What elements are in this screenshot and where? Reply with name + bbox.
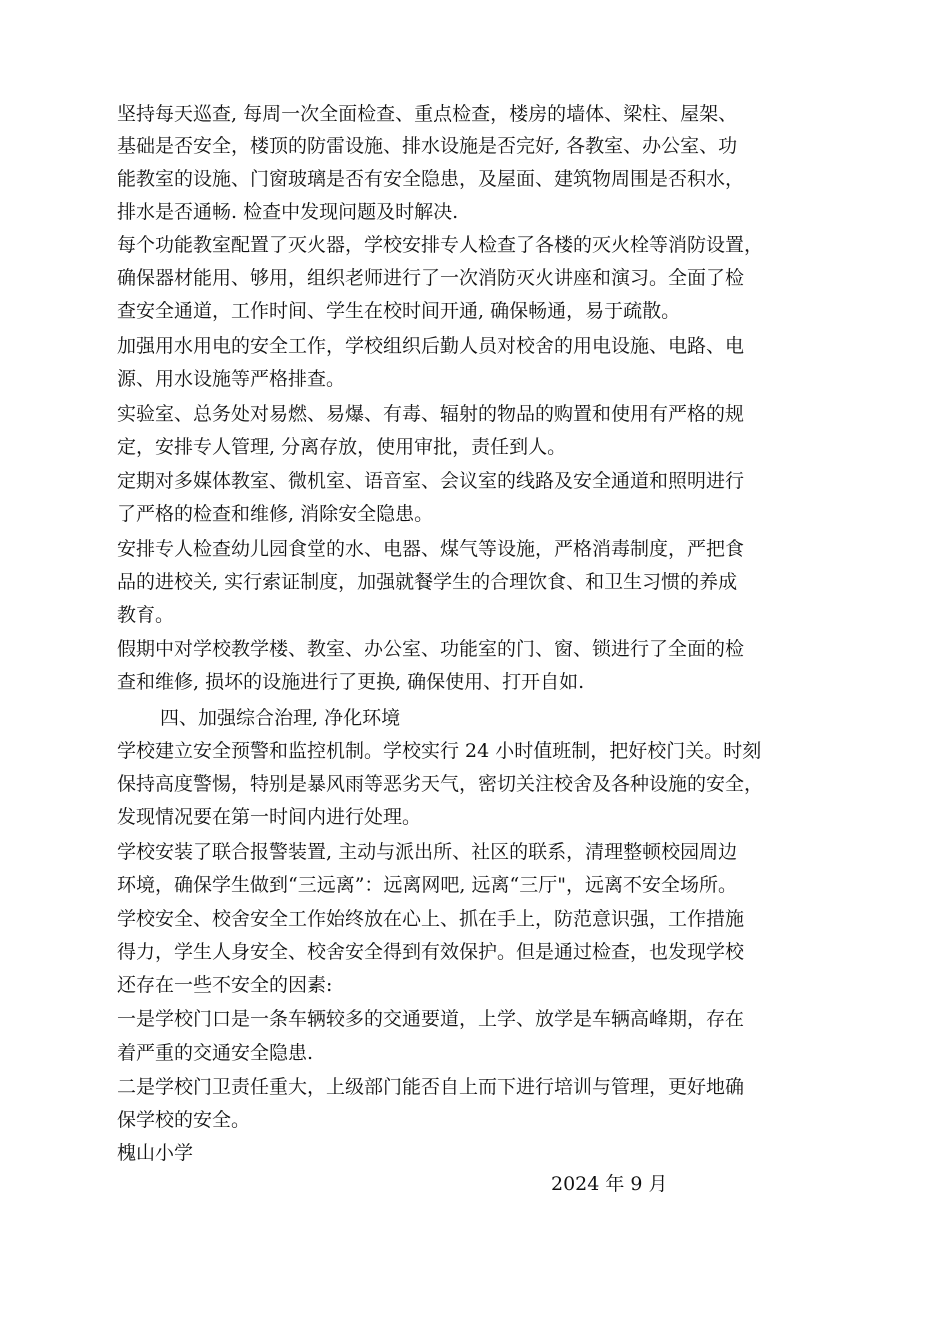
text-line: 基础是否安全，楼顶的防雷设施、排水设施是否完好, 各教室、办公室、功 <box>117 135 738 157</box>
text-line: 教育。 <box>117 604 175 626</box>
text-line: 二是学校门卫责任重大，上级部门能否自上而下进行培训与管理，更好地确 <box>117 1076 745 1098</box>
text-line: 着严重的交通安全隐患. <box>117 1042 314 1064</box>
text-line: 假期中对学校教学楼、教室、办公室、功能室的门、窗、锁进行了全面的检 <box>117 638 745 660</box>
text-line: 实验室、总务处对易燃、易爆、有毒、辐射的物品的购置和使用有严格的规 <box>117 403 745 425</box>
text-line: 一是学校门口是一条车辆较多的交通要道，上学、放学是车辆高峰期，存在 <box>117 1008 745 1030</box>
text-line: 学校建立安全预警和监控机制。学校实行 24 小时值班制，把好校门关。时刻 <box>117 740 762 762</box>
text-line: 学校安全、校舍安全工作始终放在心上、抓在手上，防范意识强，工作措施 <box>117 908 745 930</box>
text-line: 环境，确保学生做到“三远离”：远离网吧, 远离“三厅"，远离不安全场所。 <box>117 874 737 896</box>
text-line: 保持高度警惕，特别是暴风雨等恶劣天气，密切关注校舍及各种设施的安全， <box>117 773 764 795</box>
text-line: 学校安装了联合报警装置, 主动与派出所、社区的联系，清理整顿校园周边 <box>117 841 738 863</box>
text-line: 定，安排专人管理, 分离存放，使用审批，责任到人。 <box>117 436 567 458</box>
text-line: 定期对多媒体教室、微机室、语音室、会议室的线路及安全通道和照明进行 <box>117 470 745 492</box>
text-line: 了严格的检查和维修, 消除安全隐患。 <box>117 503 434 525</box>
text-line: 确保器材能用、够用，组织老师进行了一次消防灭火讲座和演习。全面了检 <box>117 267 745 289</box>
text-line: 安排专人检查幼儿园食堂的水、电器、煤气等设施，严格消毒制度，严把食 <box>117 538 745 560</box>
text-line: 每个功能教室配置了灭火器，学校安排专人检查了各楼的灭火栓等消防设置， <box>117 234 764 256</box>
text-line: 品的进校关, 实行索证制度，加强就餐学生的合理饮食、和卫生习惯的养成 <box>117 571 738 593</box>
text-line: 坚持每天巡查, 每周一次全面检查、重点检查，楼房的墙体、梁柱、屋架、 <box>117 103 738 125</box>
text-line: 得力，学生人身安全、校舍安全得到有效保护。但是通过检查，也发现学校 <box>117 941 745 963</box>
text-line: 保学校的安全。 <box>117 1109 251 1131</box>
section-heading: 四、加强综合治理, 净化环境 <box>160 707 401 729</box>
text-line: 查安全通道，工作时间、学生在校时间开通, 确保畅通，易于疏散。 <box>117 300 681 322</box>
text-line: 发现情况要在第一时间内进行处理。 <box>117 806 422 828</box>
text-line: 能教室的设施、门窗玻璃是否有安全隐患，及屋面、建筑物周围是否积水， <box>117 168 745 190</box>
text-line: 还存在一些不安全的因素: <box>117 974 333 996</box>
text-line: 查和维修, 损坏的设施进行了更换, 确保使用、打开自如. <box>117 671 585 693</box>
document-date: 2024 年 9 月 <box>551 1173 668 1195</box>
text-line: 源、用水设施等严格排查。 <box>117 368 346 390</box>
text-line: 加强用水用电的安全工作，学校组织后勤人员对校舍的用电设施、电路、电 <box>117 335 745 357</box>
school-signature: 槐山小学 <box>117 1142 194 1164</box>
text-line: 排水是否通畅. 检查中发现问题及时解决. <box>117 201 459 223</box>
